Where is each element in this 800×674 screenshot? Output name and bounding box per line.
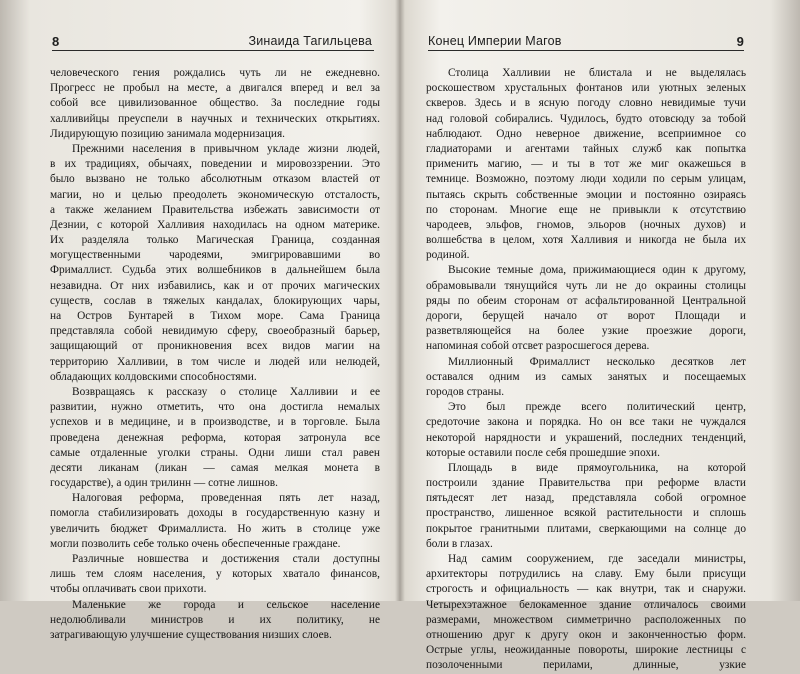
text-line: территорию Халливии, в том числе и людей или нелюдей, [50, 355, 380, 368]
text-line: развитии, нужно отметить, что она достигла немалых [50, 401, 380, 414]
text-line: по сторонам. Многие еще не привыкли к отсутствию [426, 203, 746, 216]
text-line: проведена денежная реформа, которая затронула все [50, 431, 380, 444]
text-line: волшебства в целом, хотя Халливия и никогда не была их [426, 234, 746, 247]
text-line: гладиаторами и агентами тайных служб как попытка [426, 142, 746, 155]
left-page [0, 0, 400, 641]
text-line: средоточие закона и порядка. Но он все таки не чуждался [426, 416, 746, 429]
text-line: строгость и официальность — как внутри, так и снаружи. [426, 583, 746, 596]
text-line: Столица Халливии не блистала и не выделялась [448, 67, 746, 79]
text-line: увеличить бюджет Фрималлиста. Но жить в столице уже [50, 522, 380, 535]
text-line: Лидирующую позицию занимала модернизация. [50, 127, 286, 140]
text-line: Прежними населения в привычном укладе жизни людей, [72, 142, 380, 155]
text-line: напоминая собой отсвет разросшегося дерева. [426, 340, 650, 353]
text-line: Фрималлист. Судьба этих волшебников в дальнейшем была [50, 264, 380, 277]
text-line: незавидна. От них избавились, как и от прочих магических [50, 279, 380, 292]
text-line: представляла собой невидимую сферу, своеобразный барьер, [50, 325, 380, 338]
text-line: затрагивающую улучшение существования низших слоев. [50, 628, 332, 641]
text-line: покрытое гранитными плитами, сверкающими на солнце до [426, 522, 746, 535]
text-line: чтобы оплачивать свои прихоти. [50, 583, 207, 596]
right-running-head: Конец Империи Магов [428, 34, 562, 48]
text-line: городов страны. [426, 385, 505, 398]
text-line: над головой собирались. Чудилось, будто отовсюду за тобой [426, 112, 746, 125]
text-line: отношению друг к другу окон и законченностью форм. [426, 628, 746, 641]
text-line: боли в глазах. [426, 537, 493, 550]
text-line: Над самим сооружением, где заседали министры, [448, 553, 746, 565]
text-line: в их традициях, обычаях, поведении и мировоззрении. Это [50, 158, 380, 171]
text-line: недолюбливали министров и их политику, не [50, 613, 380, 626]
text-line: Четырехэтажное белокаменное здание отличалось своими [426, 598, 746, 611]
text-line: оставался одним из самых занятых и посещаемых [426, 370, 746, 383]
text-line: обрамовывали тянущийся чуть ли не до окраины столицы [426, 279, 746, 292]
text-line: пытаясь скрыть собственные эмоции и постоянно озираясь [426, 188, 746, 201]
text-line: ряды по обеим сторонам от асфальтированной Центральной [426, 294, 746, 307]
text-line: разветвляющейся на более узкие проезжие дороги, [426, 325, 746, 338]
text-line: могущественными чародеями, эмигрировавшими во [50, 249, 380, 262]
text-line: магии, но и целью преодолеть экономическую отсталость, [50, 188, 380, 201]
text-line: Дезнии, с которой Халливия находилась на одном материке. [50, 218, 380, 231]
text-line: Различные новшества и достижения стали доступны [72, 553, 380, 565]
text-line: защищающий от проникновения всех видов магии на [50, 340, 380, 353]
left-page-text [50, 66, 380, 643]
text-line: пространство, лишенное всякой растительности и сплошь [426, 507, 746, 520]
text-line: десяти ликанам (ликан — самая мелкая монета в [50, 461, 380, 474]
text-line: Высокие темные дома, прижимающиеся один к другому, [448, 264, 746, 277]
text-line: некоторой нарядности и украшений, последних тенденций, [426, 431, 746, 444]
text-line: Острые углы, неожиданные повороты, широкие лестницы с [426, 644, 746, 657]
text-line: Прогресс не пробыл на месте, а двигался вперед и вел за [50, 82, 380, 95]
text-line: позолоченными перилами, длинные, узкие [426, 659, 746, 672]
text-line: Их разделяла только Магическая Граница, созданная [50, 234, 380, 247]
text-line: могли позволить себе только очень обеспеченные граждане. [50, 537, 341, 550]
text-line: размерами, множеством симметрично расположенных по [426, 613, 746, 626]
right-page [400, 0, 800, 672]
left-page-header [52, 34, 374, 51]
text-line: самые отдаленные уголки страны. Одни лиши стал равен [50, 446, 380, 459]
text-line: пятьдесят лет назад, представляла собой огромное [426, 492, 746, 505]
text-line: было вызвано не только абсолютным отказом властей от [50, 173, 380, 186]
text-line: построили здание Правительства при реформе власти [426, 477, 746, 490]
text-line: обладающих колдовскими способностями. [50, 370, 257, 383]
text-line: роскошеством хрустальных фонтанов или уютных зеленых [426, 82, 746, 95]
text-line: Возвращаясь к рассказу о столице Халливии и ее [72, 385, 380, 398]
text-line: лишь тем слоям населения, у которых хватало финансов, [50, 568, 380, 581]
text-line: Налоговая реформа, проведенная пять лет назад, [72, 492, 380, 505]
text-line: а также желанием Правительства избежать зависимости от [50, 203, 380, 216]
text-line: Маленькие же города и сельское население [72, 598, 380, 611]
text-line: темнице. Возможно, поэтому люди ходили по серым улицам, [426, 173, 746, 186]
right-page-text [426, 66, 746, 674]
text-line: дороги, берущей начало от ворот Площади и [426, 310, 746, 322]
left-page-number: 8 [52, 34, 60, 49]
text-line: наблюдают. Одно неверное движение, всеприимное со [426, 127, 746, 140]
text-line: скверов. Здесь и в ясную погоду словно невидимые тучи [426, 97, 746, 110]
text-line: Площадь в виде прямоугольника, на которой [448, 461, 746, 474]
text-line: помогла стабилизировать доходы в государственную казну и [50, 507, 380, 520]
text-line: Это был прежде всего политический центр, [448, 401, 746, 414]
right-page-header [428, 34, 744, 51]
text-line: применить магию, — и ты в тот же миг окажешься в [426, 158, 746, 171]
text-line: архитекторы потрудились на славу. Ему были присущи [426, 568, 746, 581]
text-line: существ, сослав в тяжелых кандалах, блокирующих чары, [50, 294, 380, 307]
text-line: человеческого гения рождались чуть ли не ежедневно. [50, 67, 380, 79]
right-page-number: 9 [736, 34, 744, 49]
text-line: собой все цивилизованное общество. За последние годы [50, 97, 380, 110]
left-running-head: Зинаида Тагильцева [248, 34, 372, 48]
text-line: которые оставили после себя прошедшие эпохи. [426, 446, 660, 459]
text-line: родиной. [426, 249, 470, 262]
text-line: Миллионный Фрималлист несколько десятков лет [448, 355, 746, 368]
text-line: на Остров Бунтарей в Тихом море. Сама Граница [50, 310, 380, 322]
text-line: чародеев, эльфов, гномов, эльоров (ночных духов) и [426, 218, 746, 231]
text-line: государстве), а один трилинн — сотне лишнов. [50, 477, 278, 490]
text-line: халливийцы преуспели в научных и технических открытиях. [50, 112, 380, 125]
text-line: успехов и в медицине, и в производстве, и в торговле. Была [50, 416, 380, 429]
